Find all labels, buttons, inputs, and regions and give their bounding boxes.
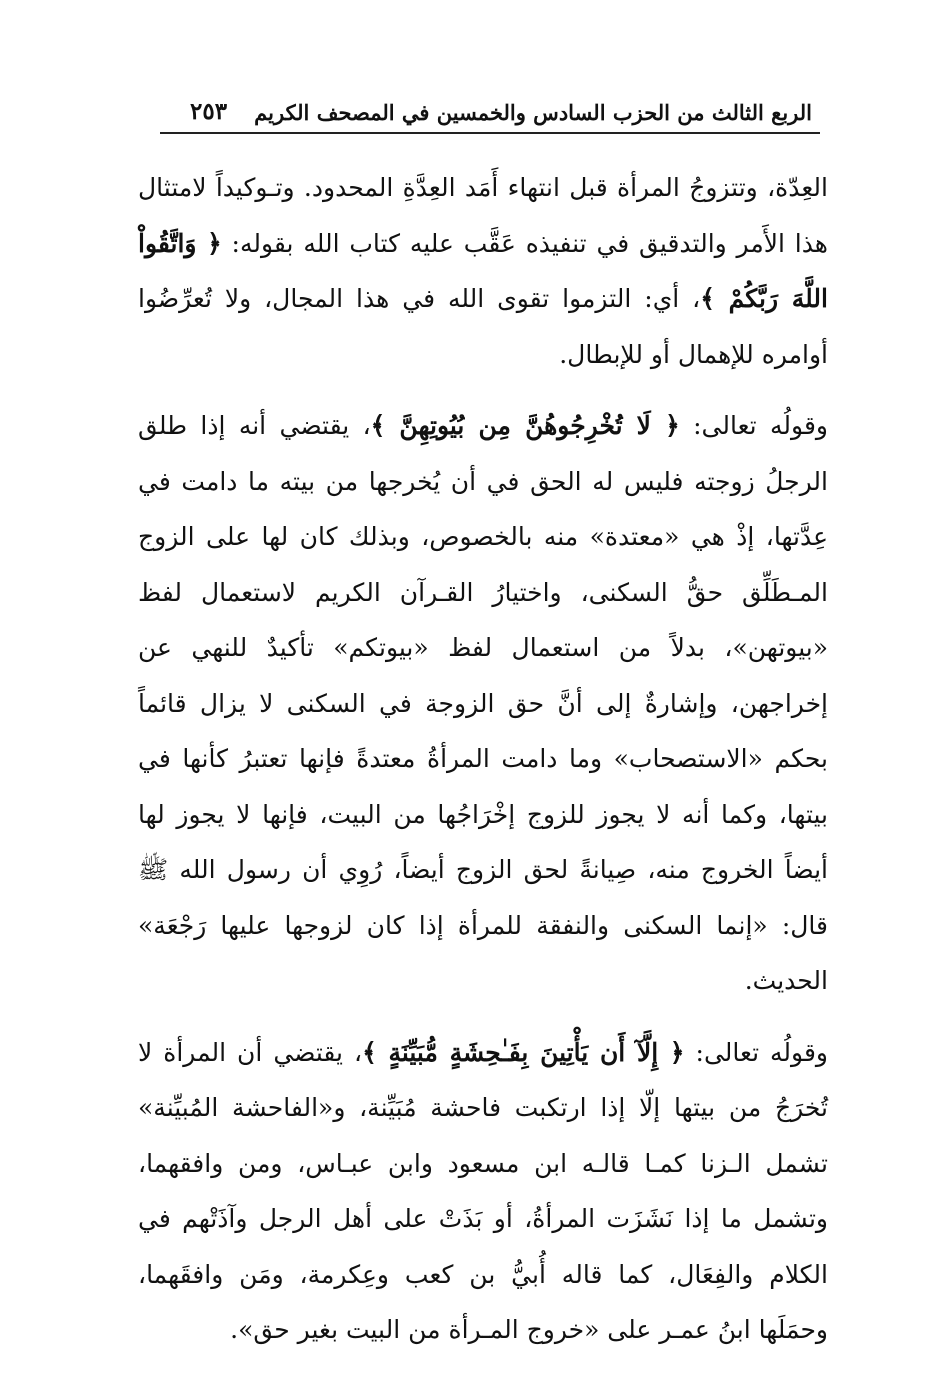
paragraph-1-text-1: العِدّة، وتتزوجُ المرأة قبل انتهاء أَمَد العِدَّةِ المحدود. وتـوكيداً لامتثال هذا الأَمر والتدقيق في تنفيذه عَقَّب عليه كتاب الله بقوله: — [138, 173, 828, 258]
quran-verse: ﴿ وَاتَّقُواْ اللَّهَ رَبَّكُمْ ﴾ — [138, 228, 828, 313]
page-number: ٢٥٣ — [190, 98, 228, 125]
paragraph-2-text-2: ، يقتضي أنه إذا طلق الرجلُ زوجته فليس له الحق في أن يُخرجها من بيته ما دامت في عِدَّتها، إذْ هي «معتدة» منه بالخصوص، وبذلك كان لها على الزوج المـطَلِّق حقُّ السكنى، واختيارُ القـرآن الكريم لاستعمال لفظ «بيوتهن»، بدلاً من استعمال لفظ «بيوتكم» تأكيدٌ للنهي عن إخراجهن، وإشارةٌ إلى أنَّ حق الزوجة في السكنى لا يزال قائماً بحكم «الاستصحاب» وما دامت المرأةُ معتدةً فإنها تعتبرُ كأنها في بيتها، وكما أنه لا يجوز للزوج إخْرَاجُها من البيت، فإنها لا يجوز لها أيضاً الخروج منه، صِيانةً لحق الزوج أيضاً، رُوِي أن رسول الله ﷺ قال: «إنما السكنى والنفقة للمرأة إذا كان لزوجها عليها رَجْعَة» الحديث. — [138, 411, 828, 995]
running-title: الربع الثالث من الحزب السادس والخمسين في المصحف الكريم — [254, 100, 812, 125]
paragraph-2 — [138, 398, 828, 1009]
quran-verse: ﴿ لَا تُخْرِجُوهُنَّ مِن بُيُوتِهِنَّ ﴾ — [370, 411, 680, 440]
page-header — [160, 98, 820, 134]
paragraph-1 — [138, 160, 828, 382]
quran-verse: ﴿ إِلَّآ أَن يَأْتِينَ بِفَـٰحِشَةٍ مُّبَيِّنَةٍ ﴾ — [362, 1037, 685, 1067]
paragraph-3 — [138, 1025, 828, 1358]
paragraph-3-text-2: ، يقتضي أن المرأة لا تُخرَجُ من بيتها إلّا إذا ارتكبت فاحشة مُبَيِّنة، و«الفاحشة المُبيِّنة» تشمل الـزنا كمـا قالـه ابن مسعود وابن عبـاس، ومن وافقهما، وتشمل ما إذا نَشَزَت المرأةُ، أو بَذَتْ على أهل الرجل وآذَتْهم في الكلام والفِعَال، كما قاله أُبيُّ بن كعب وعِكرمة، ومَن وافقَهما، وحمَلَها ابنُ عمـر على «خروج المـرأة من البيت بغير حق». — [138, 1037, 828, 1344]
paragraph-3-text-1: وقولُه تعالى: — [684, 1037, 828, 1067]
paragraph-1-text-2: ، أي: التزموا تقوى الله في هذا المجال، ولا تُعرِّضُوا أوامره للإهمال أو للإبطال. — [138, 284, 828, 369]
paragraph-2-text-1: وقولُه تعالى: — [679, 411, 828, 440]
body-text — [138, 160, 828, 1358]
